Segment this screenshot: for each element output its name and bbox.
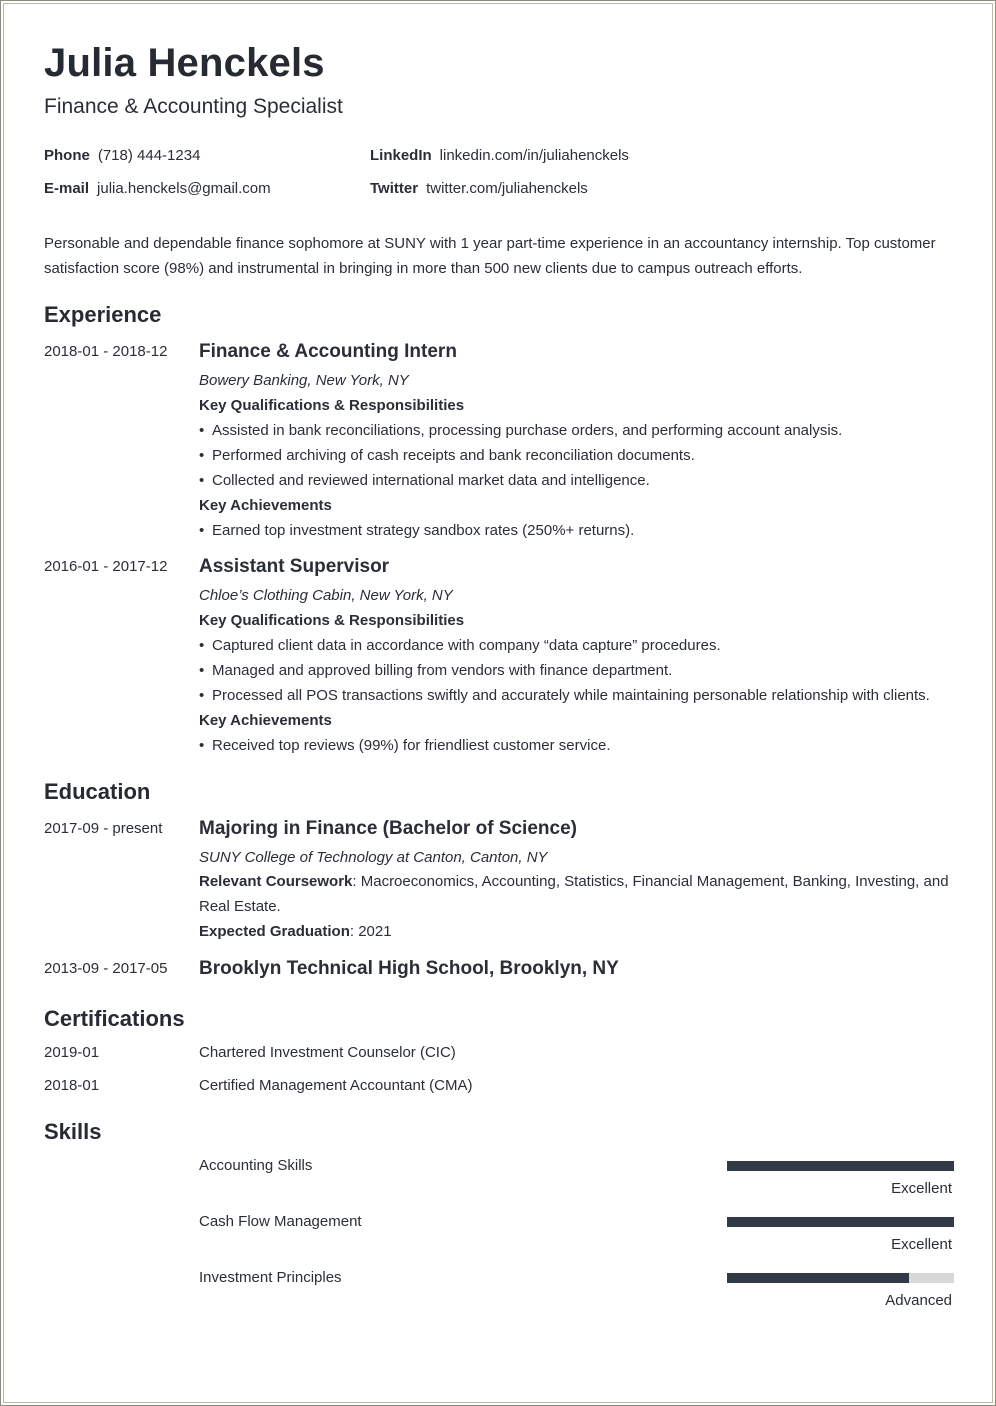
certification-name: Certified Management Accountant (CMA) <box>199 1077 473 1094</box>
expected-graduation: Expected Graduation: 2021 <box>199 923 392 940</box>
school-name: SUNY College of Technology at Canton, Canton, NY <box>199 849 548 866</box>
list-item: • Managed and approved billing from vendors with finance department. <box>199 662 673 679</box>
graduation-label: Expected Graduation <box>199 923 350 940</box>
skill-bar <box>727 1161 954 1171</box>
degree-title: Majoring in Finance (Bachelor of Science) <box>199 818 577 839</box>
summary: Personable and dependable finance sophomore at SUNY with 1 year part-time experience in an accountancy internship. Top customer satisfaction score (98%) and instrumental in bringing in more than 500 new clients due to campus outreach efforts. <box>44 235 936 277</box>
skill-level: Excellent <box>891 1236 952 1253</box>
skill-bar-fill <box>727 1217 954 1227</box>
skill-bar-fill <box>727 1273 909 1283</box>
achievements-heading: Key Achievements <box>199 712 332 729</box>
list-item: • Assisted in bank reconciliations, processing purchase orders, and performing account analysis. <box>199 422 843 439</box>
job-title: Assistant Supervisor <box>199 556 390 577</box>
skill-bar <box>727 1217 954 1227</box>
contact-phone <box>44 147 200 164</box>
education-heading: Education <box>44 779 151 804</box>
list-item: • Performed archiving of cash receipts and bank reconciliation documents. <box>199 447 695 464</box>
certification-date: 2019-01 <box>44 1044 100 1061</box>
email-label: E-mail <box>44 180 90 197</box>
list-item: • Collected and reviewed international market data and intelligence. <box>199 472 650 489</box>
contact-linkedin <box>370 147 629 164</box>
certifications-heading: Certifications <box>44 1006 185 1031</box>
coursework-label: Relevant Coursework <box>199 873 353 890</box>
skill-name: Accounting Skills <box>199 1157 313 1174</box>
achievements-heading: Key Achievements <box>199 497 332 514</box>
certification-name: Chartered Investment Counselor (CIC) <box>199 1044 456 1061</box>
candidate-name: Julia Henckels <box>44 41 325 85</box>
phone-label: Phone <box>44 147 90 164</box>
job-dates: 2018-01 - 2018-12 <box>44 343 168 360</box>
skills-heading: Skills <box>44 1119 102 1144</box>
twitter-label: Twitter <box>370 180 419 197</box>
linkedin-label: LinkedIn <box>370 147 432 164</box>
list-item: • Captured client data in accordance with company “data capture” procedures. <box>199 637 721 654</box>
degree-title: Brooklyn Technical High School, Brooklyn, NY <box>199 958 619 979</box>
qualifications-heading: Key Qualifications & Responsibilities <box>199 397 465 414</box>
list-item: • Earned top investment strategy sandbox rates (250%+ returns). <box>199 522 635 539</box>
contact-email <box>44 180 271 197</box>
twitter-value[interactable]: twitter.com/juliahenckels <box>426 180 588 197</box>
list-item: • Processed all POS transactions swiftly and accurately while maintaining personable relationship with clients. <box>199 687 930 704</box>
list-item: • Received top reviews (99%) for friendliest customer service. <box>199 737 611 754</box>
skill-name: Investment Principles <box>199 1269 342 1286</box>
job-company: Bowery Banking, New York, NY <box>199 372 409 389</box>
job-company: Chloe’s Clothing Cabin, New York, NY <box>199 587 453 604</box>
coursework: Relevant Coursework: Macroeconomics, Accounting, Statistics, Financial Management, Banking, Investing, and Real Estate. <box>199 873 949 915</box>
candidate-title: Finance & Accounting Specialist <box>44 95 343 118</box>
skill-bar <box>727 1273 954 1283</box>
job-dates: 2016-01 - 2017-12 <box>44 558 168 575</box>
qualifications-heading: Key Qualifications & Responsibilities <box>199 612 465 629</box>
phone-value: (718) 444-1234 <box>97 147 201 164</box>
education-dates: 2017-09 - present <box>44 820 163 837</box>
skill-name: Cash Flow Management <box>199 1213 362 1230</box>
linkedin-value[interactable]: linkedin.com/in/juliahenckels <box>439 147 629 164</box>
skill-level: Advanced <box>885 1292 952 1309</box>
skill-bar-fill <box>727 1161 954 1171</box>
job-title: Finance & Accounting Intern <box>199 341 457 362</box>
email-value[interactable]: julia.henckels@gmail.com <box>97 180 271 197</box>
experience-heading: Experience <box>44 302 162 327</box>
education-dates: 2013-09 - 2017-05 <box>44 960 168 977</box>
certification-date: 2018-01 <box>44 1077 100 1094</box>
skill-level: Excellent <box>891 1180 952 1197</box>
contact-twitter <box>370 180 588 197</box>
